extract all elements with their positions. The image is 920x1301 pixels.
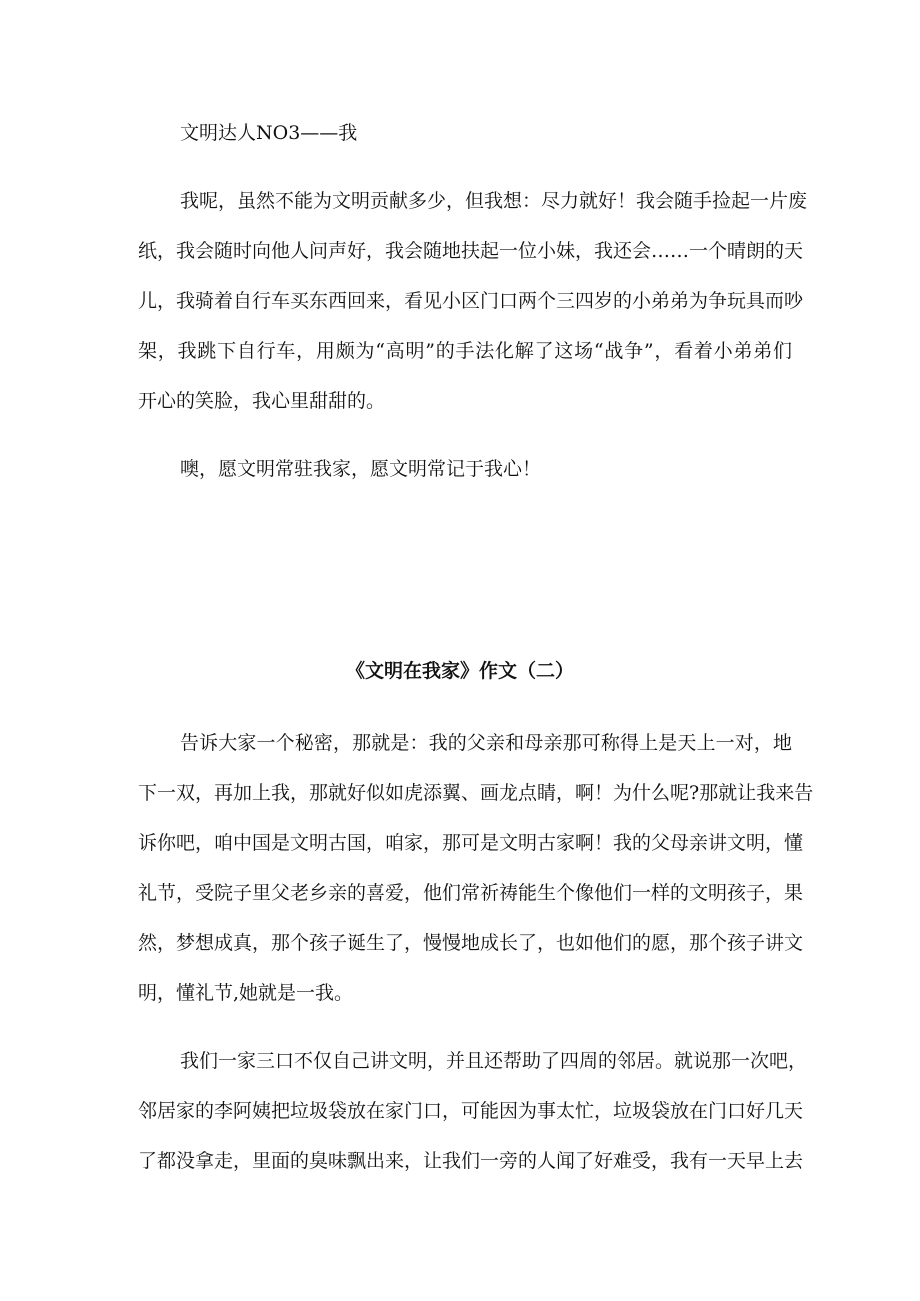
- section-heading: 文明达人NO3——我: [180, 122, 358, 144]
- paragraph-line: 儿，我骑着自行车买东西回来，看见小区门口两个三四岁的小弟弟为争玩具而吵: [138, 290, 804, 312]
- paragraph-line: 我呢，虽然不能为文明贡献多少，但我想：尽力就好！我会随手捡起一片废: [180, 190, 808, 212]
- paragraph-line: 架，我跳下自行车，用颇为“高明”的手法化解了这场“战争”，看着小弟弟们: [138, 340, 792, 362]
- paragraph-line: 告诉大家一个秘密，那就是：我的父亲和母亲那可称得上是天上一对，地: [180, 732, 792, 754]
- paragraph-line: 开心的笑脸，我心里甜甜的。: [138, 390, 386, 412]
- paragraph-line: 诉你吧，咱中国是文明古国，咱家，那可是文明古家啊！我的父母亲讲文明，懂: [138, 832, 804, 854]
- paragraph-line: 下一双，再加上我，那就好似如虎添翼、画龙点睛，啊！为什么呢?那就让我来告: [138, 782, 814, 804]
- essay-title: 《文明在我家》作文（二）: [345, 660, 574, 682]
- paragraph-line: 我们一家三口不仅自己讲文明，并且还帮助了四周的邻居。就说那一次吧，: [180, 1050, 808, 1072]
- paragraph-line: 邻居家的李阿姨把垃圾袋放在家门口，可能因为事太忙，垃圾袋放在门口好几天: [138, 1100, 804, 1122]
- paragraph-line: 了都没拿走，里面的臭味飘出来，让我们一旁的人闻了好难受，我有一天早上去: [138, 1150, 804, 1172]
- paragraph-line: 礼节，受院子里父老乡亲的喜爱，他们常祈祷能生个像他们一样的文明孩子，果: [138, 882, 804, 904]
- paragraph-line: 纸，我会随时向他人问声好，我会随地扶起一位小妹，我还会……一个晴朗的天: [138, 240, 804, 262]
- paragraph-line: 明，懂礼节,她就是一我。: [138, 982, 354, 1004]
- paragraph-line: 然，梦想成真，那个孩子诞生了，慢慢地成长了，也如他们的愿，那个孩子讲文: [138, 932, 804, 954]
- paragraph-line: 噢，愿文明常驻我家，愿文明常记于我心！: [180, 458, 542, 480]
